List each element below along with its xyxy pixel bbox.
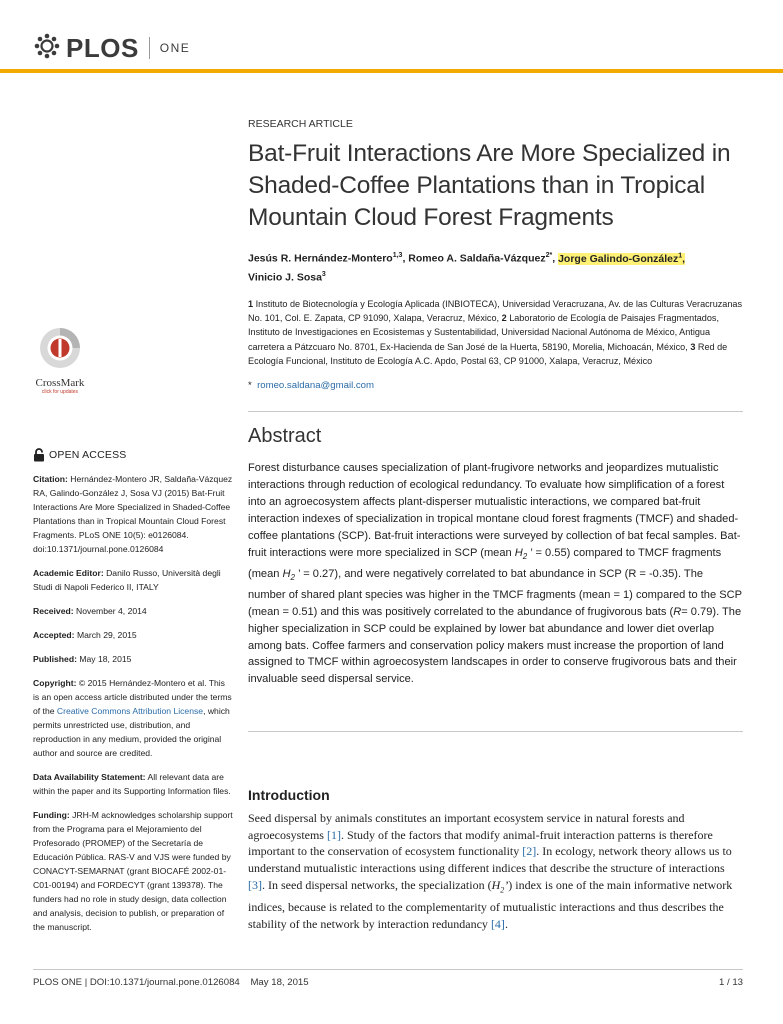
crossmark-title: CrossMark bbox=[35, 377, 85, 389]
received-label: Received: bbox=[33, 606, 74, 616]
section-divider bbox=[248, 731, 743, 732]
affiliation-number: 2 bbox=[501, 313, 507, 324]
citation-block bbox=[33, 472, 233, 556]
author-name[interactable]: Jesús R. Hernández-Montero bbox=[248, 252, 393, 265]
copyright-block bbox=[33, 676, 233, 760]
article-type-label: RESEARCH ARTICLE bbox=[248, 118, 353, 130]
affiliations bbox=[248, 297, 743, 368]
logo-divider bbox=[149, 37, 150, 59]
author-list: Jesús R. Hernández-Montero$^{1,3}$, Romeo A. Saldaña-Vázquez$^{2*}$, Jorge Galindo-González$^1$, Vinicio J. Sosa$^3$ bbox=[248, 252, 686, 283]
section-divider bbox=[248, 411, 743, 412]
introduction-text bbox=[248, 810, 743, 932]
intro-segment: ) index is one of the main informative network indices, because is related to the complementarity of mutualistic interactions and thus describes the stability of the network by interaction redundancy bbox=[248, 877, 733, 931]
accepted-label: Accepted: bbox=[33, 630, 75, 640]
affiliation-number: 3 bbox=[690, 341, 696, 352]
received-block bbox=[33, 604, 233, 618]
published-label: Published: bbox=[33, 654, 77, 664]
author-affiliation-ref: 1 bbox=[678, 252, 683, 259]
crossmark-subtitle: click for updates bbox=[41, 389, 79, 395]
header-accent-bar bbox=[0, 69, 783, 73]
author-name[interactable]: Romeo A. Saldaña-Vázquez bbox=[408, 252, 546, 265]
published-block bbox=[33, 652, 233, 666]
h2-prime: ’ bbox=[504, 877, 509, 892]
crossmark-badge[interactable] bbox=[34, 326, 86, 395]
affiliation-text: Laboratorio de Ecología de Paisajes Fragmentados, Instituto de Investigaciones en Ecosistemas y Sustentabilidad, Universidad Nacional Autónoma de México, Antigua carretera a Pátzcuaro No. 8701, Ex-Hacienda de San José de la Huerta, 58190, Morelia, Michoacán, México, bbox=[248, 313, 719, 352]
citation-link[interactable]: [2] bbox=[522, 844, 537, 859]
open-access-badge bbox=[33, 448, 233, 462]
h2-subscript: 2 bbox=[290, 572, 295, 582]
h2-symbol: H bbox=[491, 877, 501, 892]
open-access-label: OPEN ACCESS bbox=[49, 449, 127, 461]
citation-link[interactable]: [1] bbox=[326, 827, 341, 842]
journal-subname: ONE bbox=[159, 41, 191, 55]
correspondence-email-link[interactable]: romeo.saldana@gmail.com bbox=[257, 380, 374, 392]
editor-text: Danilo Russo, Università degli Studi di Napoli Federico II, ITALY bbox=[33, 568, 221, 592]
copyright-label: Copyright: bbox=[33, 678, 77, 688]
affiliation-text: Instituto de Biotecnología y Ecología Aplicada (INBIOTECA), Universidad Veracruzana, Av. de las Culturas Veracruzanas No. 101, Col. E. Zapata, CP 91090, Xalapa, Veracruz, México, bbox=[248, 299, 743, 324]
accepted-block bbox=[33, 628, 233, 642]
citation-text: Hernández-Montero JR, Saldaña-Vázquez RA, Galindo-González J, Sosa VJ (2015) Bat-Fruit Interactions Are More Specialized in Shaded-Coffee Plantations than in Tropical Mountain Cloud Forest Fragments. PLoS ONE 10(5): e0126084. doi:10.1371/journal.pone.0126084 bbox=[33, 474, 233, 554]
abstract-segment: = 0.79). The higher specialization in SCP could be explained by lower bat abundance and lower diet overlap among bats. Coffee farmers and conservation policy makers must increase the proportion of land assigned to TMCF within agroecosystem landscapes in order to conserve frugivorous bats and their invaluable seed dispersal service. bbox=[248, 605, 742, 686]
copyright-text: © 2015 Hernández-Montero et al. This is an open access article distributed under the terms of the bbox=[33, 678, 232, 716]
correspondence-mark: * bbox=[248, 380, 252, 392]
journal-name: PLOS bbox=[66, 32, 139, 63]
footer-date: May 18, 2015 bbox=[250, 977, 309, 988]
accepted-date: March 29, 2015 bbox=[76, 630, 137, 640]
journal-logo[interactable] bbox=[34, 33, 190, 63]
editor-block bbox=[33, 566, 233, 594]
article-sidebar bbox=[33, 448, 233, 944]
author-affiliation-ref: 3 bbox=[321, 270, 326, 278]
copyright-text-end: , which permits unrestricted use, distribution, and reproduction in any medium, provided the original author and source are credited. bbox=[33, 706, 230, 758]
correspondence bbox=[248, 380, 743, 391]
author-affiliation-ref: 2 bbox=[545, 252, 550, 259]
article-title: Bat-Fruit Interactions Are More Specialized in Shaded-Coffee Plantations than in Tropical Mountain Cloud Forest Fragments bbox=[248, 140, 731, 231]
published-date: May 18, 2015 bbox=[79, 654, 132, 664]
citation-link[interactable]: [3] bbox=[248, 877, 262, 892]
introduction-heading: Introduction bbox=[248, 787, 330, 803]
funding-block bbox=[33, 808, 233, 934]
intro-segment: Seed dispersal by animals constitutes an important ecosystem service in natural forests and agroecosystems bbox=[248, 811, 685, 842]
footer-citation bbox=[33, 977, 309, 988]
abstract-text bbox=[248, 460, 743, 688]
page-footer bbox=[33, 977, 743, 988]
page-number: 1 / 13 bbox=[718, 977, 743, 988]
intro-segment: . Study of the factors that modify animal-fruit interaction patterns is therefore important to the conservation of ecosystem functionality bbox=[248, 827, 713, 859]
license-link[interactable]: Creative Commons Attribution License bbox=[56, 706, 204, 716]
availability-block bbox=[33, 770, 233, 798]
h2-subscript: 2 bbox=[522, 551, 528, 561]
r-symbol: R bbox=[673, 605, 682, 618]
citation-label: Citation: bbox=[33, 474, 68, 484]
affiliation-number: 1 bbox=[248, 299, 254, 309]
h2-subscript: 2 bbox=[500, 885, 505, 895]
intro-segment: . In ecology, network theory allows us to understand mutualistic interactions using different indices that describe the structure of interactions bbox=[248, 844, 732, 876]
footer-divider bbox=[33, 969, 743, 970]
author-name: Jorge Galindo-González bbox=[558, 252, 679, 265]
availability-text: All relevant data are within the paper and its Supporting Information files. bbox=[33, 772, 231, 796]
affiliation-text: Red de Ecología Funcional, Instituto de Ecología A.C. Apdo, Postal 63, CP 91000, Xalapa, Veracruz, México bbox=[248, 341, 728, 366]
received-date: November 4, 2014 bbox=[76, 606, 147, 616]
editor-label: Academic Editor: bbox=[33, 568, 104, 578]
author-name[interactable]: Vinicio J. Sosa bbox=[248, 271, 322, 283]
abstract-segment: ’ = 0.27), and were negatively correlated to bat abundance in SCP (R = -0.35). The number of shared plant species was higher in the TMCF fragments (mean = 1) compared to the SCP (mean = 0.51) and this was positively correlated to the abundance of frugivorous bats ( bbox=[248, 567, 742, 618]
funding-text: JRH-M acknowledges scholarship support from the Programa para el Mejoramiento del Profesorado (PROMEP) of the Secretaría de Educación Pública. RAS-V and VJS were funded by CONACYT-SEMARNAT (grant BIOCAFÉ 2002-01-C01-00194) and FORDECYT (grant 139378). The funders had no role in study design, data collection and analysis, decision to publish, or preparation of the manuscript. bbox=[33, 810, 233, 932]
author-affiliation-ref: 1,3 bbox=[392, 252, 403, 259]
abstract-heading: Abstract bbox=[248, 425, 322, 447]
h2-symbol: H bbox=[282, 567, 291, 580]
intro-segment: . In seed dispersal networks, the specialization ( bbox=[262, 877, 492, 892]
abstract-segment: ’ = 0.55) compared to TMCF fragments (mean bbox=[248, 546, 722, 580]
crossmark-icon bbox=[38, 326, 82, 370]
article-header bbox=[248, 117, 743, 391]
footer-doi: PLOS ONE | DOI:10.1371/journal.pone.0126084 bbox=[33, 977, 240, 988]
availability-label: Data Availability Statement: bbox=[33, 772, 146, 782]
abstract-segment: Forest disturbance causes specialization of plant-frugivore networks and jeopardizes mutualistic interactions through reduction of ecological redundancy. To evaluate how simplification of a forest into an agroecosystem affects plant-disperser mutualistic interactions, we compared bat-fruit interaction indexes of specialization in tropical montane cloud forest fragments (TMCF) and shaded-coffee plantations (SCP). Bat-fruit interactions were surveyed by collection of bat fecal samples. Bat-fruit interactions were more specialized in SCP (mean bbox=[248, 462, 741, 559]
plos-sun-icon bbox=[34, 33, 60, 64]
h2-symbol: H bbox=[514, 546, 523, 559]
funding-label: Funding: bbox=[33, 810, 70, 820]
intro-segment: . bbox=[504, 916, 508, 931]
open-lock-icon bbox=[33, 448, 45, 462]
citation-link[interactable]: [4] bbox=[490, 916, 505, 931]
highlighted-author[interactable]: Jorge Galindo-González$^1$, bbox=[558, 252, 686, 265]
